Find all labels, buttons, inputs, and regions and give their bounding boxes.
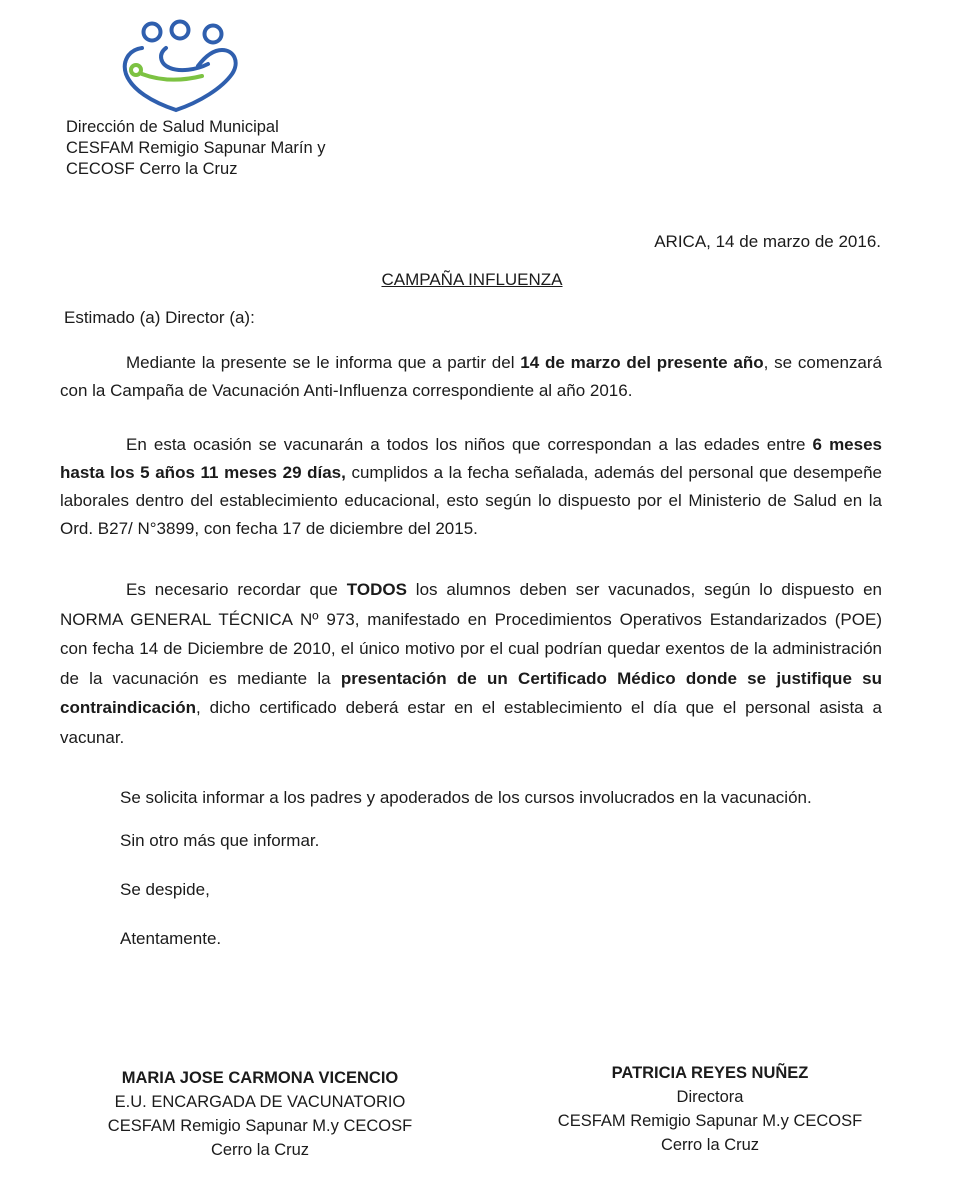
signer-organization: CESFAM Remigio Sapunar M.y CECOSF — [107, 1117, 413, 1135]
letterhead-line-3: CECOSF Cerro la Cruz — [66, 160, 238, 178]
request-line: Se solicita informar a los padres y apoderados de los cursos involucrados en la vacunación. — [120, 788, 812, 807]
paragraph-bold-text: presentación de un Certificado Médico donde se justifique su contraindicación — [60, 668, 882, 717]
paragraph-text: , dicho certificado deberá estar en el establecimiento el día que el personal asista a vacunar. — [60, 698, 882, 747]
signer-role: Directora — [676, 1088, 744, 1106]
paragraph-text: Es necesario recordar que — [126, 580, 347, 599]
letter-date: ARICA, 14 de marzo de 2016. — [654, 232, 881, 251]
signature-block-right — [510, 1061, 910, 1157]
paragraph-text: los alumnos deben ser vacunados, según lo dispuesto en NORMA GENERAL TÉCNICA Nº 973, manifestado en Procedimientos Operativos Estandarizados (POE) con fecha 14 de Diciembre de 2010, el único motivo por el cual podrían quedar exentos de la administración de la vacunación es mediante la — [60, 580, 882, 688]
letterhead — [66, 117, 326, 180]
letterhead-line-2: CESFAM Remigio Sapunar Marín y — [66, 139, 326, 157]
signer-name: MARIA JOSE CARMONA VICENCIO — [121, 1069, 399, 1087]
nothing-more-line: Sin otro más que informar. — [120, 831, 320, 850]
letterhead-line-1: Dirección de Salud Municipal — [66, 118, 279, 136]
paragraph-requirement — [60, 575, 882, 752]
signature-block-left — [60, 1066, 460, 1162]
signer-name: PATRICIA REYES NUÑEZ — [611, 1064, 809, 1082]
paragraph-age-range — [60, 431, 882, 543]
letter-subject: CAMPAÑA INFLUENZA — [381, 270, 563, 289]
paragraph-text: , se comenzará con la Campaña de Vacunación Anti-Influenza correspondiente al año 2016. — [60, 353, 882, 400]
paragraph-text: cumplidos a la fecha señalada, además del personal que desempeñe laborales dentro del establecimiento educacional, esto según lo dispuesto por el Ministerio de Salud en la Ord. B27/ N°3899, con fecha 17 de diciembre del 2015. — [60, 463, 882, 538]
farewell-line: Se despide, — [120, 880, 210, 899]
signer-organization: CESFAM Remigio Sapunar M.y CECOSF — [557, 1112, 863, 1130]
signer-role: E.U. ENCARGADA DE VACUNATORIO — [114, 1093, 406, 1111]
greeting: Estimado (a) Director (a): — [64, 308, 255, 327]
signer-place: Cerro la Cruz — [660, 1136, 760, 1154]
paragraph-bold-text: TODOS — [346, 580, 407, 599]
paragraph-bold-text: 6 meses hasta los 5 años 11 meses 29 días, — [60, 435, 883, 482]
health-center-logo — [118, 18, 244, 114]
paragraph-text: Mediante la presente se le informa que a partir del — [126, 353, 521, 372]
paragraph-bold-text: 14 de marzo del presente año — [520, 353, 764, 372]
paragraph-start-date — [60, 349, 882, 405]
regards-line: Atentamente. — [120, 929, 222, 948]
signer-place: Cerro la Cruz — [210, 1141, 310, 1159]
paragraph-text: En esta ocasión se vacunarán a todos los niños que correspondan a las edades entre — [126, 435, 813, 454]
